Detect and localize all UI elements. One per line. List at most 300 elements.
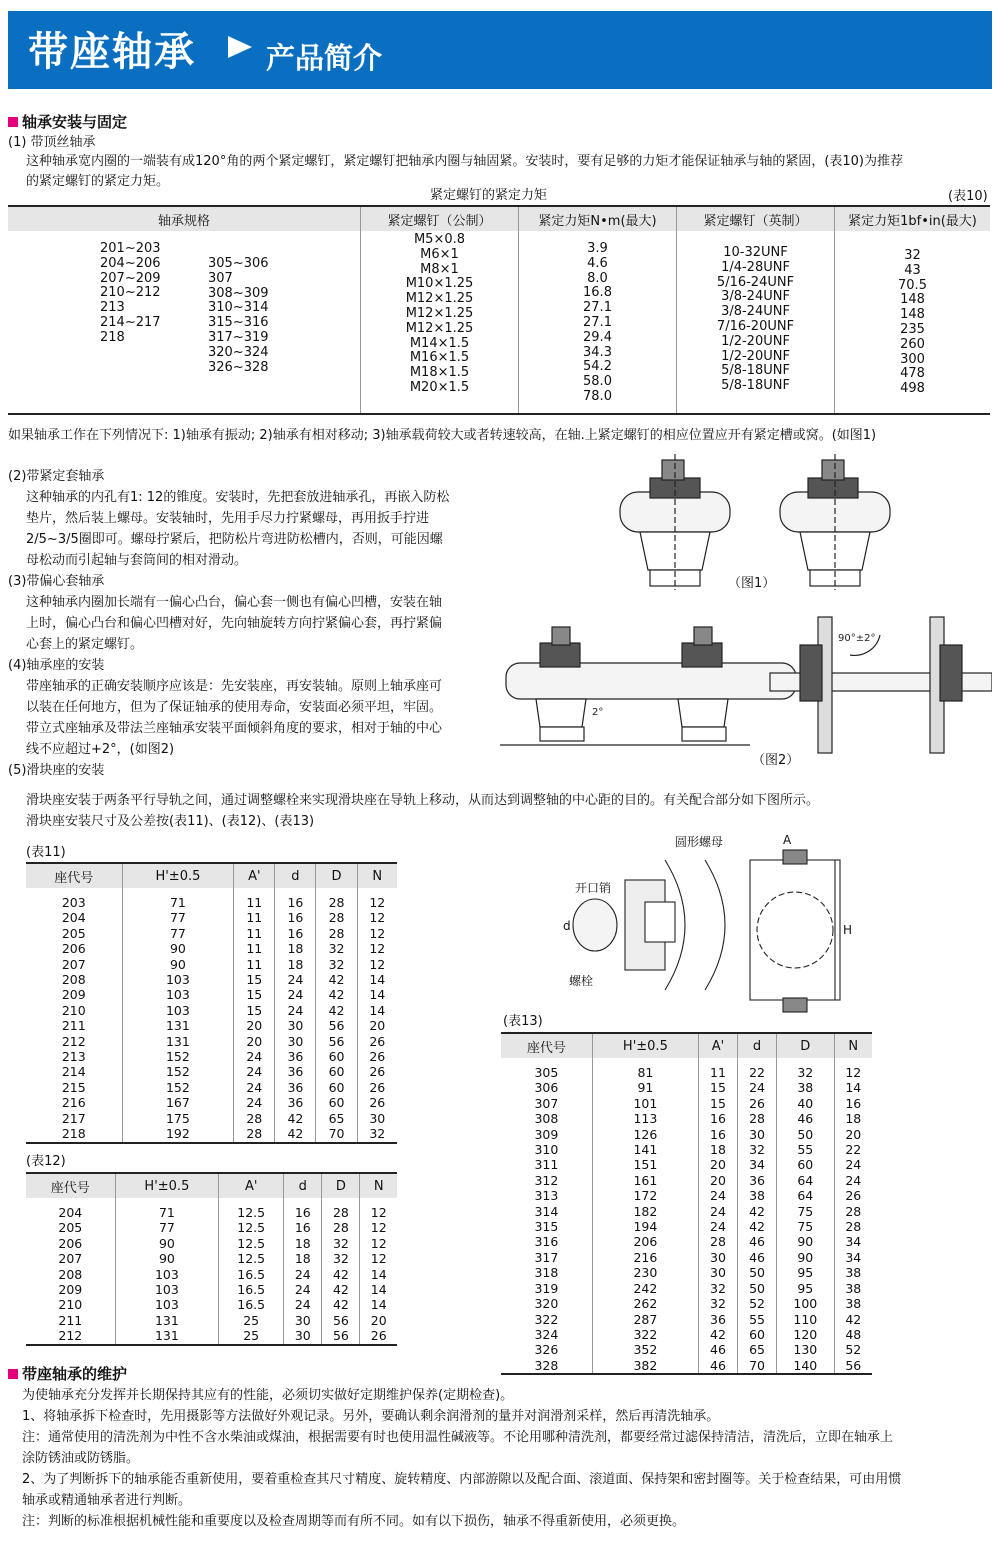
label-H: H <box>843 923 853 937</box>
table-cell: 77 <box>122 910 234 925</box>
table10-caption: 紧定螺钉的紧定力矩 <box>430 188 548 203</box>
torque-lbf: 32 <box>904 248 921 263</box>
table-cell: 25 <box>219 1313 284 1328</box>
table-13 <box>501 1032 872 1375</box>
table-cell: 42 <box>738 1204 777 1219</box>
inch-screw: 5/16-24UNF <box>716 274 795 290</box>
table-cell: 77 <box>115 1220 219 1235</box>
table-cell: 230 <box>592 1265 698 1280</box>
table-cell: 11 <box>698 1058 737 1080</box>
table-cell: 16 <box>845 1095 862 1111</box>
table-cell: 11 <box>234 941 275 956</box>
column-header: 座代号 <box>26 1173 115 1198</box>
sub-heading: (2)带紧定套轴承 <box>8 469 105 484</box>
table-cell: 42 <box>738 1219 777 1234</box>
table-cell: 50 <box>738 1265 777 1280</box>
table-row <box>26 1126 397 1141</box>
torque-nm: 4.6 <box>587 255 608 271</box>
table-cell: 15 <box>698 1080 737 1095</box>
table-cell: 103 <box>122 1003 234 1018</box>
table-cell: 28 <box>322 1220 360 1235</box>
table-cell: 262 <box>592 1296 698 1311</box>
table-cell: 20 <box>845 1126 862 1142</box>
table-cell: 217 <box>26 1111 122 1126</box>
column-header: 轴承规格 <box>8 206 361 231</box>
inch-screw: 5/8-18UNF <box>721 363 790 379</box>
table-cell: 12 <box>369 956 386 972</box>
spec-value: 207~209 <box>100 270 161 286</box>
paragraph-line: 母松动而引起轴与套筒间的相对滑动。 <box>26 553 248 568</box>
table-cell: 38 <box>845 1265 862 1281</box>
table-cell: 30 <box>698 1250 737 1265</box>
table-cell: 12 <box>369 941 386 957</box>
table-cell: 81 <box>592 1058 698 1080</box>
table-cell: 305 <box>501 1058 592 1080</box>
table-cell: 18 <box>698 1142 737 1157</box>
table-cell: 130 <box>777 1342 834 1357</box>
table-cell: 24 <box>698 1219 737 1234</box>
figure-3-takeup-drawing <box>555 830 855 1020</box>
table-cell: 20 <box>698 1173 737 1188</box>
torque-nm: 3.9 <box>587 241 608 256</box>
table-cell: 60 <box>316 1095 357 1110</box>
table-row <box>26 1080 397 1095</box>
table-cell: 38 <box>845 1280 862 1296</box>
table-cell: 24 <box>845 1157 862 1173</box>
torque-lbf: 148 <box>900 307 925 323</box>
table-row <box>26 1267 397 1282</box>
table-cell: 103 <box>115 1297 219 1312</box>
table-cell: 32 <box>369 1126 386 1142</box>
table-cell: 64 <box>777 1173 834 1188</box>
table-row <box>501 1058 872 1080</box>
spec-value: 307 <box>208 270 233 286</box>
section-title-text: 轴承安装与固定 <box>22 113 128 131</box>
table-cell: 64 <box>777 1188 834 1203</box>
table-cell: 60 <box>738 1327 777 1342</box>
table-cell: 36 <box>275 1080 316 1095</box>
table-row <box>26 888 397 910</box>
table-cell: 26 <box>370 1328 387 1344</box>
table-row <box>26 1064 397 1079</box>
table-cell: 14 <box>369 987 386 1003</box>
metric-screw: M12×1.25 <box>405 320 474 336</box>
table-cell: 28 <box>234 1111 275 1126</box>
torque-lbf: 478 <box>900 366 925 382</box>
metric-screw: M16×1.5 <box>409 350 470 366</box>
spec-value: 310~314 <box>208 300 269 316</box>
table-cell: 317 <box>501 1250 592 1265</box>
table-cell: 70 <box>738 1358 777 1373</box>
table-cell: 60 <box>316 1080 357 1095</box>
column-header: 紧定力矩1bf•in(最大) <box>835 206 991 231</box>
table-cell: 206 <box>26 941 122 956</box>
column-header: d <box>275 863 316 888</box>
table-cell: 306 <box>501 1080 592 1095</box>
table-cell: 28 <box>845 1203 862 1219</box>
table-cell: 24 <box>275 1003 316 1018</box>
table-cell: 324 <box>501 1327 592 1342</box>
table-cell: 20 <box>234 1018 275 1033</box>
table-cell: 30 <box>698 1265 737 1280</box>
table-cell: 30 <box>369 1110 386 1126</box>
table11-label: (表11) <box>26 845 66 860</box>
table-cell: 95 <box>777 1281 834 1296</box>
note-line: 如果轴承工作在下列情况下: 1)轴承有振动; 2)轴承有相对移动; 3)轴承载荷较大或者转速较高，在轴.上紧定螺钉的相应位置应开有紧定槽或窝。(如图1) <box>8 428 877 443</box>
table-cell: 12 <box>369 910 386 926</box>
table-cell: 11 <box>234 910 275 925</box>
table-row <box>501 1173 872 1188</box>
table-cell: 36 <box>275 1095 316 1110</box>
figure-2-angle: 90°±2° <box>838 633 876 644</box>
label-bolt: 螺栓 <box>569 974 594 988</box>
spec-value: 213 <box>100 300 125 316</box>
table-cell: 42 <box>275 1126 316 1141</box>
table-cell: 28 <box>698 1234 737 1249</box>
torque-nm: 29.4 <box>583 329 612 345</box>
table-cell: 46 <box>698 1342 737 1357</box>
table-cell: 55 <box>738 1312 777 1327</box>
table-cell: 91 <box>592 1080 698 1095</box>
table-cell: 30 <box>284 1313 322 1328</box>
inch-screw: 5/8-18UNF <box>721 378 790 394</box>
table-row <box>26 1297 397 1312</box>
table-cell: 42 <box>275 1111 316 1126</box>
table-cell: 152 <box>122 1064 234 1079</box>
table-cell: 209 <box>26 987 122 1002</box>
table-cell: 42 <box>845 1311 862 1327</box>
table-cell: 30 <box>284 1328 322 1343</box>
table-cell: 18 <box>275 941 316 956</box>
table-cell: 24 <box>698 1188 737 1203</box>
table-row <box>26 1034 397 1049</box>
paragraph-line: 线不应超过+2°，(如图2) <box>26 742 175 757</box>
table-row <box>26 926 397 941</box>
table-cell: 24 <box>234 1064 275 1079</box>
paragraph-line: 这种轴承内圈加长端有一偏心凸台，偏心套一侧也有偏心凹槽，安装在轴 <box>26 595 443 610</box>
table-cell: 71 <box>122 888 234 910</box>
table-cell: 34 <box>845 1234 862 1250</box>
torque-lbf: 300 <box>900 351 925 367</box>
table-cell: 152 <box>122 1049 234 1064</box>
table-cell: 40 <box>777 1096 834 1111</box>
table-cell: 25 <box>219 1328 284 1343</box>
table-cell: 71 <box>115 1198 219 1220</box>
table-cell: 22 <box>845 1142 862 1158</box>
column-header: H'±0.5 <box>122 863 234 888</box>
table-10 <box>8 205 990 415</box>
table-row <box>501 1312 872 1327</box>
table-cell: 90 <box>777 1234 834 1249</box>
table-cell: 204 <box>26 1198 115 1220</box>
table-row <box>501 1358 872 1373</box>
table-cell: 46 <box>777 1111 834 1126</box>
paragraph-line: 注：判断的标准根据机械性能和重要度以及检查周期等而有所不同。如有以下损伤，轴承不得重新使用，必须更换。 <box>22 1514 686 1529</box>
table-row <box>26 1236 397 1251</box>
figure-1-setscrew-drawing <box>590 452 900 592</box>
table-cell: 12 <box>369 895 386 910</box>
table-cell: 208 <box>26 1267 115 1282</box>
table-cell: 28 <box>316 926 357 941</box>
table-cell: 312 <box>501 1173 592 1188</box>
table-cell: 203 <box>26 888 122 910</box>
table-row <box>26 1018 397 1033</box>
square-bullet-icon <box>8 1369 18 1379</box>
paragraph-line: 的紧定螺钉的紧定力矩。 <box>26 174 170 189</box>
table-cell: 352 <box>592 1342 698 1357</box>
table-cell-torque-lbf <box>835 231 991 414</box>
table-cell: 42 <box>316 987 357 1002</box>
table-cell: 14 <box>369 972 386 988</box>
sub-heading: (4)轴承座的安装 <box>8 658 105 673</box>
table-cell: 315 <box>501 1219 592 1234</box>
torque-lbf: 498 <box>900 381 925 397</box>
table-cell: 26 <box>369 1033 386 1049</box>
column-header: d <box>738 1033 777 1058</box>
table-cell: 20 <box>370 1312 387 1328</box>
table-cell: 36 <box>738 1173 777 1188</box>
table-cell: 131 <box>115 1328 219 1343</box>
table-row <box>501 1234 872 1249</box>
table-cell: 90 <box>122 957 234 972</box>
spec-value: 201~203 <box>100 241 161 256</box>
table-cell: 48 <box>845 1326 862 1342</box>
table-cell: 242 <box>592 1281 698 1296</box>
table-cell: 60 <box>316 1064 357 1079</box>
table-cell: 24 <box>234 1080 275 1095</box>
label-d: d <box>563 919 571 933</box>
table-cell: 95 <box>777 1265 834 1280</box>
column-header: A' <box>219 1173 284 1198</box>
table-cell: 42 <box>322 1282 360 1297</box>
table-cell: 32 <box>738 1142 777 1157</box>
table-cell: 213 <box>26 1049 122 1064</box>
table-cell: 20 <box>369 1018 386 1034</box>
spec-value: 308~309 <box>208 285 269 301</box>
table-cell: 12.5 <box>219 1198 284 1220</box>
inch-screw: 3/8-24UNF <box>721 289 790 305</box>
table-cell: 42 <box>316 972 357 987</box>
inch-screw: 1/2-20UNF <box>721 333 790 349</box>
paragraph-line: 这种轴承的内孔有1: 12的锥度。安装时，先把套放进轴承孔，再嵌入防松 <box>26 490 450 505</box>
table-row <box>26 957 397 972</box>
table-cell: 212 <box>26 1034 122 1049</box>
table-cell: 175 <box>122 1111 234 1126</box>
table-cell: 28 <box>234 1126 275 1141</box>
table-cell: 328 <box>501 1358 592 1373</box>
table-cell: 24 <box>275 987 316 1002</box>
torque-lbf: 235 <box>900 321 925 337</box>
table-row <box>26 941 397 956</box>
table-12 <box>26 1172 397 1346</box>
table-row <box>26 1220 397 1235</box>
table-cell: 307 <box>501 1096 592 1111</box>
table-cell: 382 <box>592 1358 698 1373</box>
maintenance-text <box>22 1385 992 1532</box>
table-cell: 28 <box>316 888 357 910</box>
label-round-nut: 圆形螺母 <box>675 835 724 849</box>
table-row <box>501 1219 872 1234</box>
table-cell: 103 <box>115 1267 219 1282</box>
table-row <box>501 1111 872 1126</box>
paragraph-line: 带座轴承的正确安装顺序应该是：先安装座，再安装轴。原则上轴承座可 <box>26 679 443 694</box>
table-cell: 46 <box>698 1358 737 1373</box>
table-cell: 16.5 <box>219 1297 284 1312</box>
table-cell: 18 <box>284 1236 322 1251</box>
table-cell: 216 <box>26 1095 122 1110</box>
figure-2-dim: 2° <box>592 707 604 718</box>
table-row <box>26 1282 397 1297</box>
column-header: 紧定螺钉（公制） <box>361 206 519 231</box>
table-cell: 65 <box>738 1342 777 1357</box>
inch-screw: 10-32UNF <box>723 245 788 260</box>
table-cell: 42 <box>322 1267 360 1282</box>
torque-lbf: 260 <box>900 336 925 352</box>
table-cell: 103 <box>122 972 234 987</box>
torque-nm: 58.0 <box>583 374 612 390</box>
table-row <box>501 1204 872 1219</box>
table-cell: 24 <box>275 972 316 987</box>
table-cell: 101 <box>592 1096 698 1111</box>
table-cell: 16.5 <box>219 1282 284 1297</box>
table-row <box>501 1265 872 1280</box>
table-cell: 56 <box>322 1328 360 1343</box>
table-row <box>501 1157 872 1172</box>
table-cell: 26 <box>369 1095 386 1111</box>
table-cell: 42 <box>316 1003 357 1018</box>
table-cell: 207 <box>26 957 122 972</box>
table-cell: 15 <box>698 1096 737 1111</box>
torque-nm: 34.3 <box>583 344 612 360</box>
paragraph-line: 滑块座安装尺寸及公差按(表11)、(表12)、(表13) <box>26 814 315 829</box>
table-cell: 16 <box>698 1127 737 1142</box>
section-title-maint <box>8 1363 127 1384</box>
table-cell: 167 <box>122 1095 234 1110</box>
table-cell: 34 <box>845 1249 862 1265</box>
table-cell: 26 <box>738 1096 777 1111</box>
table-cell: 192 <box>122 1126 234 1141</box>
table-cell: 110 <box>777 1312 834 1327</box>
table-cell: 314 <box>501 1204 592 1219</box>
table-cell: 77 <box>122 926 234 941</box>
table-cell: 75 <box>777 1204 834 1219</box>
subsection-locking-sleeve <box>8 466 498 781</box>
table-cell: 322 <box>501 1312 592 1327</box>
paragraph-line: 以装在任何地方，但为了保证轴承的使用寿命，安装面必须平坦，牢固。 <box>26 700 443 715</box>
table-cell: 26 <box>369 1064 386 1080</box>
table-cell-metric <box>361 231 519 414</box>
table-cell: 319 <box>501 1281 592 1296</box>
table-cell: 50 <box>777 1127 834 1142</box>
torque-nm: 78.0 <box>583 388 612 404</box>
table-cell: 214 <box>26 1064 122 1079</box>
section-title-text: 带座轴承的维护 <box>22 1365 128 1383</box>
table-cell: 65 <box>316 1111 357 1126</box>
table-row <box>501 1188 872 1203</box>
table-cell: 211 <box>26 1313 115 1328</box>
spec-value: 305~306 <box>208 256 269 271</box>
table-cell: 208 <box>26 972 122 987</box>
table-cell: 32 <box>698 1281 737 1296</box>
table-cell: 14 <box>370 1266 387 1282</box>
table-row <box>501 1250 872 1265</box>
table-cell: 140 <box>777 1358 834 1373</box>
figure-1-caption: （图1） <box>728 576 776 591</box>
table-cell: 206 <box>592 1234 698 1249</box>
table-cell: 60 <box>777 1157 834 1172</box>
table-cell: 60 <box>316 1049 357 1064</box>
label-cotter-pin: 开口销 <box>575 881 612 895</box>
table-cell: 36 <box>275 1064 316 1079</box>
table-cell: 16 <box>284 1198 322 1220</box>
table-cell: 20 <box>698 1157 737 1172</box>
table-cell: 36 <box>275 1049 316 1064</box>
table-cell: 28 <box>845 1219 862 1235</box>
table-row <box>26 1198 397 1220</box>
table-cell: 14 <box>370 1297 387 1313</box>
table-cell: 12 <box>369 925 386 941</box>
page-title: 带座轴承 <box>28 29 196 75</box>
table-cell: 32 <box>316 941 357 956</box>
table-cell: 12.5 <box>219 1220 284 1235</box>
table-cell: 212 <box>26 1328 115 1343</box>
table-cell: 194 <box>592 1219 698 1234</box>
table-cell: 210 <box>26 1297 115 1312</box>
table-cell: 103 <box>115 1282 219 1297</box>
torque-nm: 27.1 <box>583 300 612 316</box>
table-cell: 131 <box>115 1313 219 1328</box>
table-row <box>501 1296 872 1311</box>
table-cell: 309 <box>501 1127 592 1142</box>
spec-value: 204~206 <box>100 255 161 271</box>
table-cell: 211 <box>26 1018 122 1033</box>
column-header: N <box>357 863 397 888</box>
column-header: A' <box>234 863 275 888</box>
figure-2-caption: （图2） <box>752 753 800 768</box>
table-cell: 24 <box>284 1267 322 1282</box>
table-cell: 11 <box>234 957 275 972</box>
spec-value: 320~324 <box>208 344 269 360</box>
column-header: H'±0.5 <box>592 1033 698 1058</box>
column-header: D <box>777 1033 834 1058</box>
table-cell: 172 <box>592 1188 698 1203</box>
table-cell: 52 <box>845 1342 862 1358</box>
table-cell: 18 <box>284 1251 322 1266</box>
table-row <box>501 1281 872 1296</box>
table-cell: 26 <box>845 1188 862 1204</box>
table-cell: 30 <box>275 1018 316 1033</box>
table-cell: 32 <box>322 1236 360 1251</box>
table-cell: 318 <box>501 1265 592 1280</box>
table-cell: 18 <box>275 957 316 972</box>
table-cell: 38 <box>845 1296 862 1312</box>
table-cell: 313 <box>501 1188 592 1203</box>
table-cell: 24 <box>845 1172 862 1188</box>
table-row <box>501 1327 872 1342</box>
spec-value: 315~316 <box>208 315 269 331</box>
table-row <box>501 1096 872 1111</box>
table-cell: 12 <box>370 1235 387 1251</box>
table-cell: 182 <box>592 1204 698 1219</box>
torque-lbf: 70.5 <box>898 277 927 293</box>
metric-screw: M12×1.25 <box>405 291 474 307</box>
table-row <box>501 1080 872 1095</box>
table-cell: 16 <box>275 910 316 925</box>
table-cell: 28 <box>316 910 357 925</box>
paragraph-line: 垫片，然后装上螺母。安装轴时，先用手尽力拧紧螺母，再用扳手拧进 <box>26 511 430 526</box>
table-row <box>26 1095 397 1110</box>
table-cell: 36 <box>698 1312 737 1327</box>
